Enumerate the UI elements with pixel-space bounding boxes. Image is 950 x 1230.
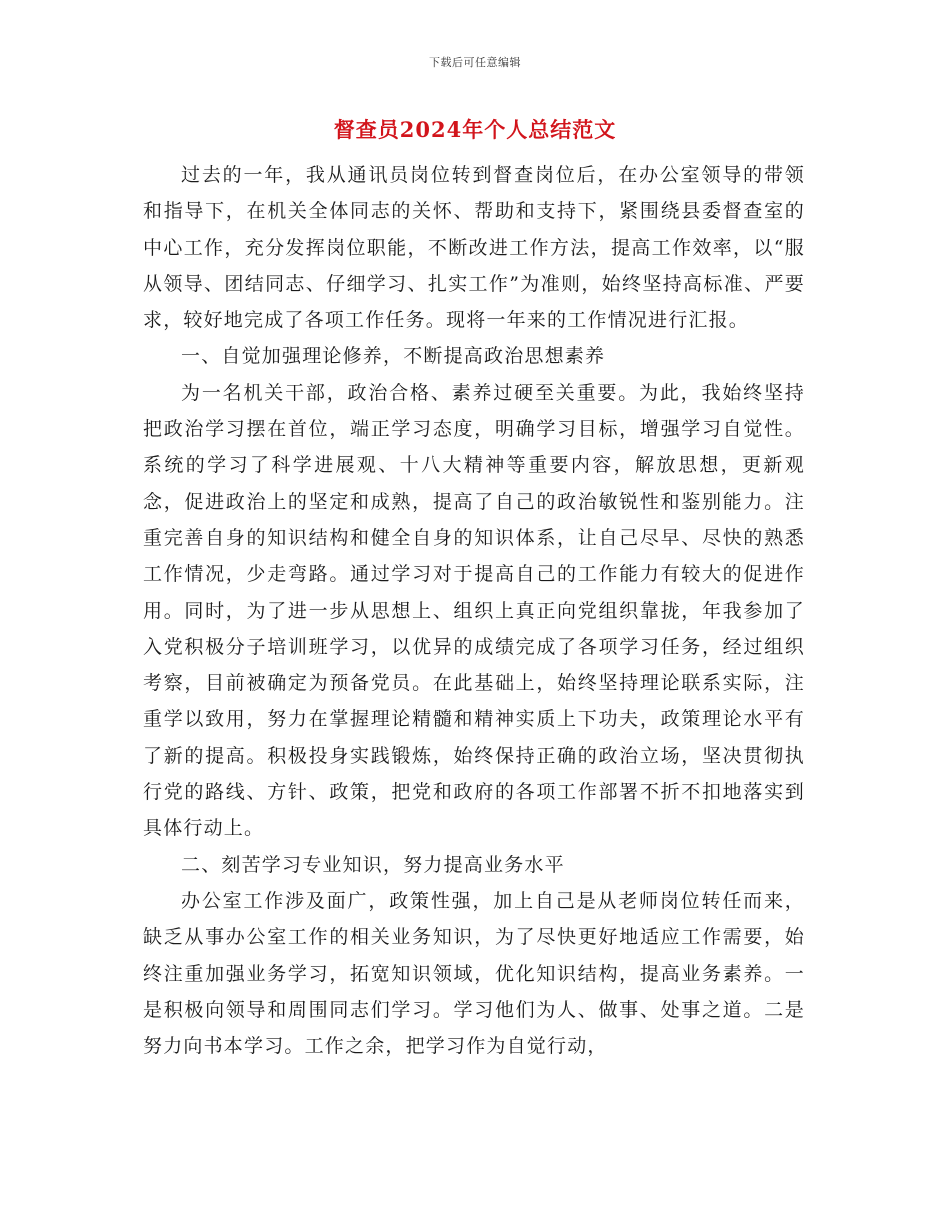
- section-heading-1: 一、自觉加强理论修养，不断提高政治思想素养: [181, 345, 606, 368]
- section-heading-2: 二、刻苦学习专业知识，努力提高业务水平: [181, 853, 565, 876]
- page-title: 督查员2024年个人总结范文: [333, 117, 617, 142]
- paragraph-section-1: 为一名机关干部，政治合格、素养过硬至关重要。为此，我始终坚持把政治学习摆在首位，端正学习态度，明确学习目标，增强学习自觉性。系统的学习了科学进展观、十八大精神等重要内容，解放思想，更新观念，促进政治上的坚定和成熟，提高了自己的政治敏锐性和鉴别能力。注重完善自身的知识结构和健全自身的知识体系，让自己尽早、尽快的熟悉工作情况，少走弯路。通过学习对于提高自己的工作能力有较大的促进作用。同时，为了进一步从思想上、组织上真正向党组织靠拢，年我参加了入党积极分子培训班学习，以优异的成绩完成了各项学习任务，经过组织考察，目前被确定为预备党员。在此基础上，始终坚持理论联系实际，注重学以致用，努力在掌握理论精髓和精神实质上下功夫，政策理论水平有了新的提高。积极投身实践锻炼，始终保持正确的政治立场，坚决贯彻执行党的路线、方针、政策，把党和政府的各项工作部署不折不扣地落实到具体行动上。: [143, 381, 805, 840]
- document-body: [143, 157, 805, 1064]
- paragraph-section-2: 办公室工作涉及面广，政策性强，加上自己是从老师岗位转任而来，缺乏从事办公室工作的相关业务知识，为了尽快更好地适应工作需要，始终注重加强业务学习，拓宽知识领域，优化知识结构，提高业务素养。一是积极向领导和周围同志们学习。学习他们为人、做事、处事之道。二是努力向书本学习。工作之余，把学习作为自觉行动，: [143, 889, 805, 1058]
- header-note: 下载后可任意编辑: [429, 56, 521, 69]
- paragraph-intro: 过去的一年，我从通讯员岗位转到督查岗位后，在办公室领导的带领和指导下，在机关全体同志的关怀、帮助和支持下，紧围绕县委督查室的中心工作，充分发挥岗位职能，不断改进工作方法，提高工作效率，以“服从领导、团结同志、仔细学习、扎实工作”为准则，始终坚持高标准、严要求，较好地完成了各项工作任务。现将一年来的工作情况进行汇报。: [143, 164, 805, 332]
